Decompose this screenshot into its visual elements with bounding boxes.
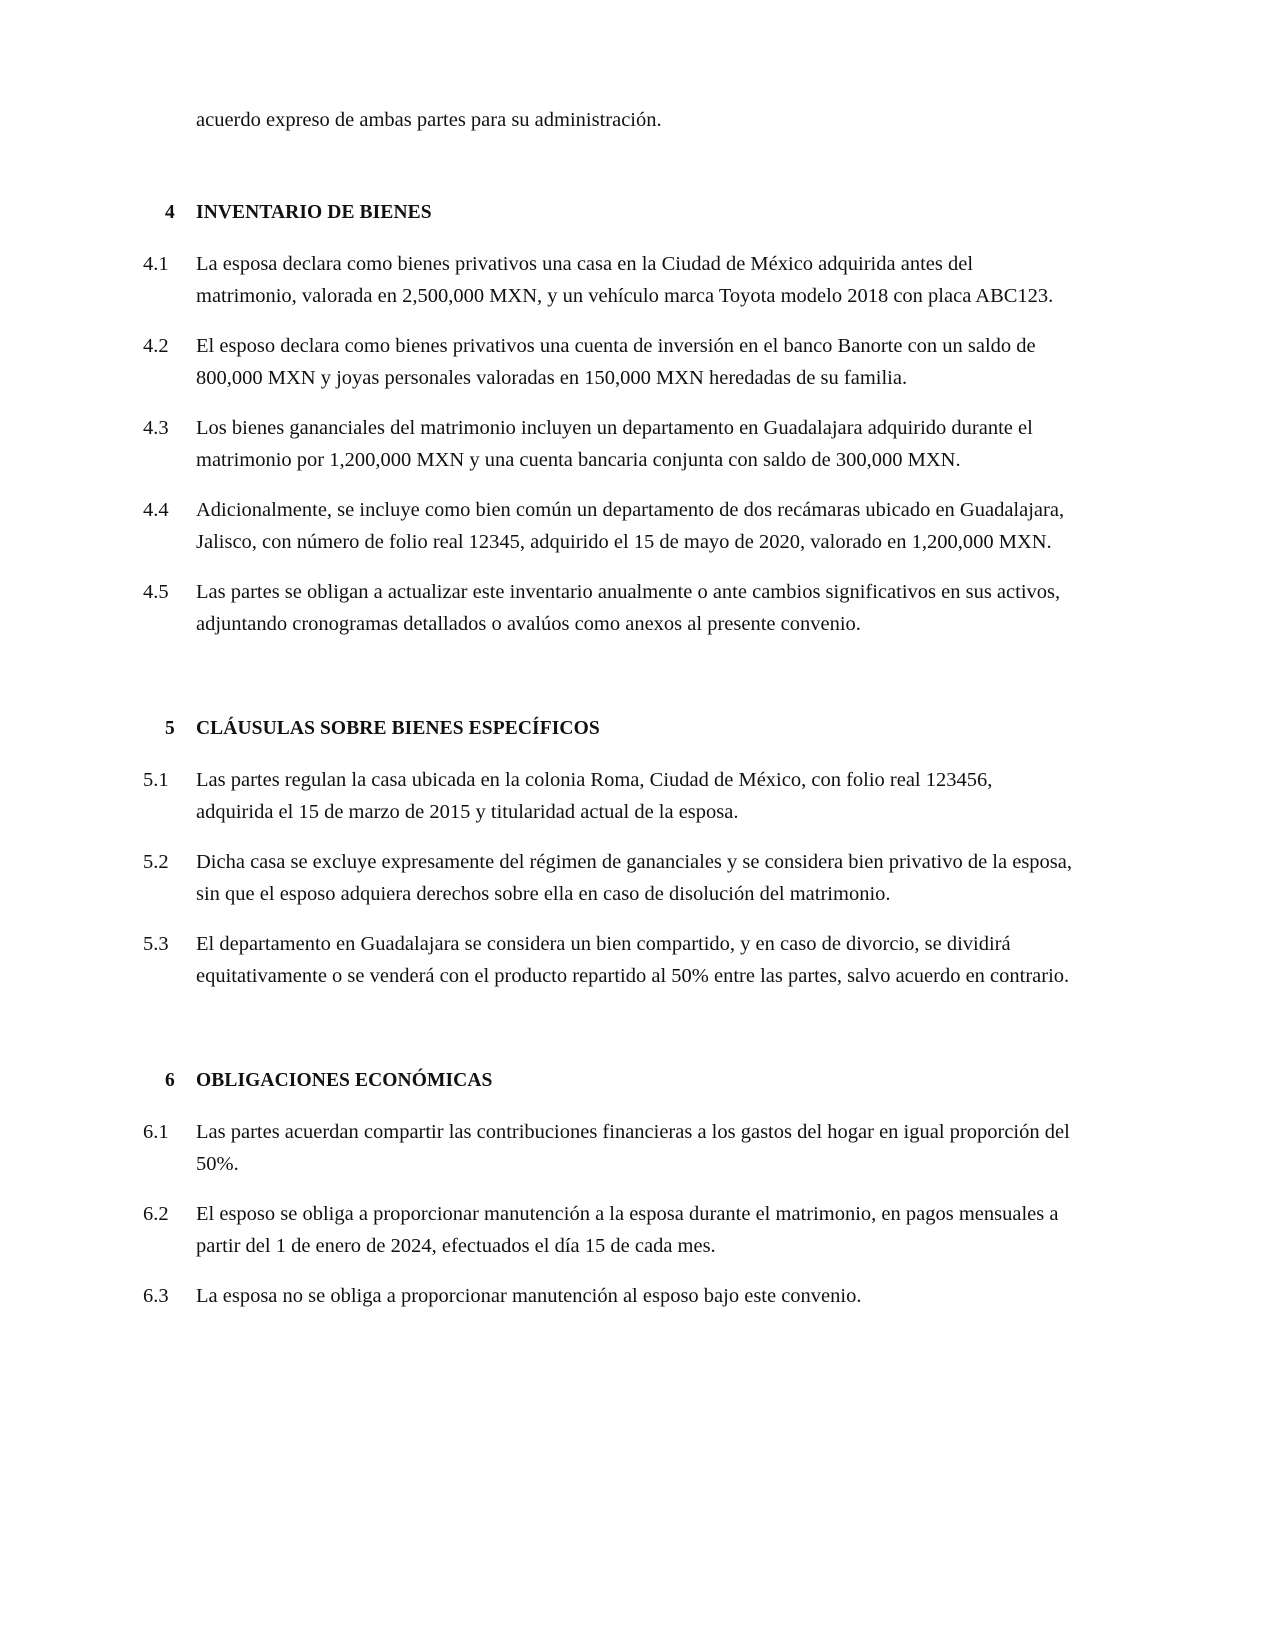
clause-text: Las partes se obligan a actualizar este inventario anualmente o ante cambios significativos en sus activos, adjuntando cronogramas detallados o avalúos como anexos al presente convenio. [196,581,1061,635]
spacer [143,136,1073,198]
clause-text: La esposa declara como bienes privativos una casa en la Ciudad de México adquirida antes del matrimonio, valorada en 2,500,000 MXN, y un vehículo marca Toyota modelo 2018 con placa ABC123. [196,253,1054,307]
section-4 [143,198,1073,640]
clause-number: 5.3 [143,933,169,955]
clause-text: Los bienes gananciales del matrimonio incluyen un departamento en Guadalajara adquirido durante el matrimonio por 1,200,000 MXN y una cuenta bancaria conjunta con saldo de 300,000 MXN. [196,417,1033,471]
clause-5-2 [143,846,1073,910]
clause-text: Las partes regulan la casa ubicada en la colonia Roma, Ciudad de México, con folio real 123456, adquirida el 15 de marzo de 2015 y titularidad actual de la esposa. [196,769,993,823]
clause-number: 4.1 [143,253,169,275]
clause-text: Las partes acuerdan compartir las contribuciones financieras a los gastos del hogar en igual proporción del 50%. [196,1121,1070,1175]
section-heading-5 [143,714,1073,744]
continuation-paragraph: acuerdo expreso de ambas partes para su administración. [196,109,662,131]
clause-4-5 [143,576,1073,640]
clause-6-3 [143,1280,1073,1312]
section-title: INVENTARIO DE BIENES [196,202,432,223]
clause-number: 6.2 [143,1203,169,1225]
section-heading-6 [143,1066,1073,1096]
clause-4-2 [143,330,1073,394]
clause-number: 4.2 [143,335,169,357]
clause-text: El departamento en Guadalajara se considera un bien compartido, y en caso de divorcio, se dividirá equitativamente o se venderá con el producto repartido al 50% entre las partes, salvo acuerdo en contrario. [196,933,1070,987]
section-title: OBLIGACIONES ECONÓMICAS [196,1070,493,1091]
clause-number: 4.5 [143,581,169,603]
clause-number: 5.2 [143,851,169,873]
document-body [143,104,1073,1312]
clause-number: 6.1 [143,1121,169,1143]
clause-number: 6.3 [143,1285,169,1307]
clause-4-3 [143,412,1073,476]
section-heading-4 [143,198,1073,228]
clause-5-1 [143,764,1073,828]
section-title: CLÁUSULAS SOBRE BIENES ESPECÍFICOS [196,718,600,739]
spacer [143,992,1073,1066]
section-number: 5 [165,718,175,739]
spacer [143,1096,1073,1116]
clause-5-3 [143,928,1073,992]
clause-text: Adicionalmente, se incluye como bien común un departamento de dos recámaras ubicado en Guadalajara, Jalisco, con número de folio real 12345, adquirido el 15 de mayo de 2020, valorado en 1,200,000 MXN. [196,499,1065,553]
clause-number: 4.4 [143,499,169,521]
section-5 [143,714,1073,992]
section-number: 4 [165,202,175,223]
clause-text: La esposa no se obliga a proporcionar manutención al esposo bajo este convenio. [196,1285,862,1307]
clause-number: 4.3 [143,417,169,439]
clause-4-1 [143,248,1073,312]
clause-text: Dicha casa se excluye expresamente del régimen de gananciales y se considera bien privativo de la esposa, sin que el esposo adquiera derechos sobre ella en caso de disolución del matrimonio. [196,851,1073,905]
spacer [143,228,1073,248]
spacer [143,744,1073,764]
clause-text: El esposo declara como bienes privativos una cuenta de inversión en el banco Banorte con un saldo de 800,000 MXN y joyas personales valoradas en 150,000 MXN heredadas de su familia. [196,335,1036,389]
clause-6-2 [143,1198,1073,1262]
clause-6-1 [143,1116,1073,1180]
clause-text: El esposo se obliga a proporcionar manutención a la esposa durante el matrimonio, en pagos mensuales a partir del 1 de enero de 2024, efectuados el día 15 de cada mes. [196,1203,1059,1257]
clause-number: 5.1 [143,769,169,791]
clause-4-4 [143,494,1073,558]
spacer [143,640,1073,714]
section-6 [143,1066,1073,1312]
section-number: 6 [165,1070,175,1091]
